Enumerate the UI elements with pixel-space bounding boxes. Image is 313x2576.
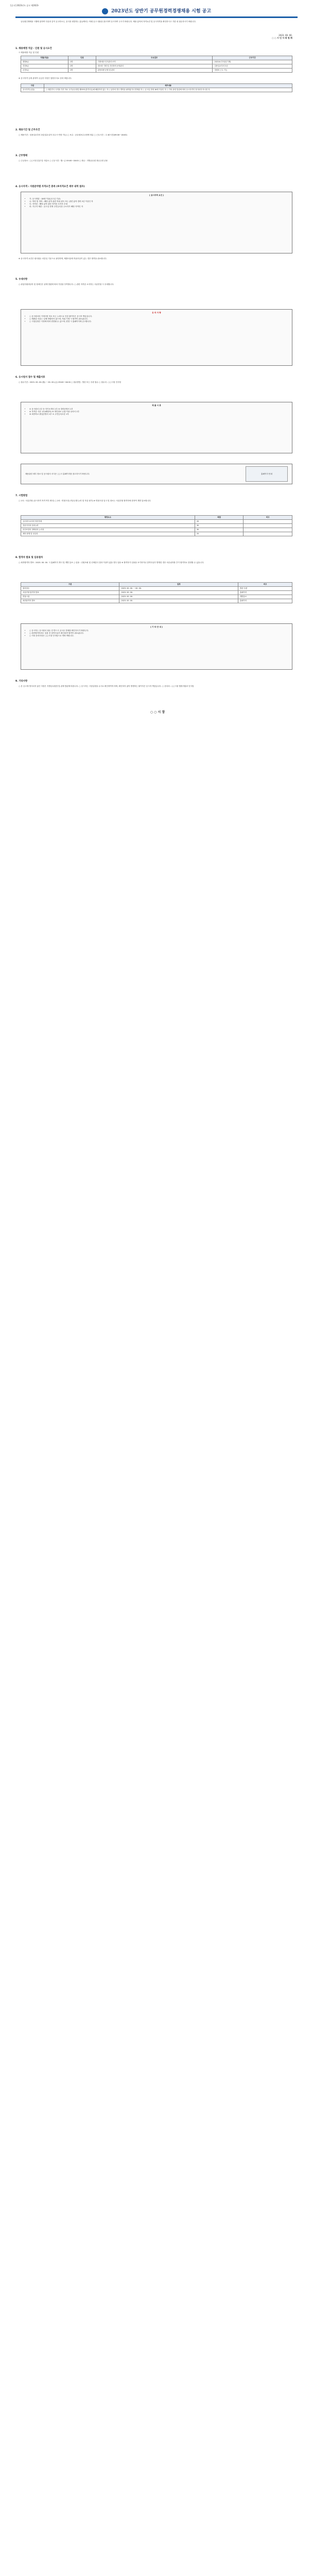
table-row: [21, 520, 292, 524]
table-row: [21, 528, 292, 532]
list-item: • ○ 응시자는 응시원서 접수 전 반드시 공고문 전체를 확인하시기 바랍니다.: [29, 630, 288, 632]
section-5-text: ○ 취업지원대상자 및 장애인은 관계 법령에 따라 가점을 부여합니다. ○ 관련 자격증 소지자는 서류전형 시 우대합니다.: [19, 283, 114, 285]
table-cell: 최종합격자 발표: [21, 599, 119, 603]
table-cell: 전산8급: [21, 64, 68, 69]
homepage-link-label: 홈페이지 안내: [261, 472, 272, 475]
list-item: • ○ 응시원서의 기재사항 착오 또는 누락으로 인한 불이익은 응시자 책임입니다.: [29, 315, 288, 318]
documents-list: [25, 408, 288, 416]
table-cell: 행정8급: [21, 60, 68, 64]
list-item: • 가. 응시연령 : 18세 이상(공고일 기준): [29, 198, 288, 200]
list-item: • ④ 자격증 사본 1부(해당자) ⑤ 개인정보 수집·이용 동의서 1부: [29, 411, 288, 413]
table-header-cell: 비고: [244, 516, 292, 520]
sign-org: ○ ○ 시 인 사 위 원 회: [272, 37, 292, 39]
qualification-box-title: [ 응시자격 요건 ]: [149, 194, 164, 196]
table-cell: 정원외 근무 가능: [213, 69, 292, 73]
table-cell: [244, 532, 292, 536]
table-row: [21, 64, 292, 69]
notice-box: [21, 309, 292, 366]
table-header-cell: 비고: [238, 583, 292, 587]
list-item: • ① 응시원서 1부 ② 자기소개서 1부 ③ 경력증명서 1부: [29, 408, 288, 411]
list-item: • ⑥ 최종학교 졸업증명서 1부 ⑦ 주민등록초본 1부: [29, 413, 288, 416]
table-cell: 예의·품행 및 성실성: [21, 532, 195, 536]
table-cell: 서류전형 합격자 발표: [21, 591, 119, 595]
qualification-box: [21, 192, 292, 253]
schedule-table: [21, 582, 292, 603]
section-9-text: ○ 본 공고에 명시되지 않은 사항은 지방공무원법 및 관계 법령에 따릅니다. ○ 응시자는 시험일정을 수시로 확인하여야 하며, 확인하지 않아 발생하는 불이익은 응시자 책임입니다. ○ 문의처 : ○○시청 행정지원과 인사팀: [19, 685, 194, 687]
table-cell: 30: [195, 528, 244, 532]
table-row: [21, 599, 292, 603]
table-cell: 방문·우편: [238, 587, 292, 591]
qualification-table: [21, 83, 292, 92]
list-item: • 다. 자격증 : 해당 분야 관련 자격증 소지자 우대: [29, 203, 288, 206]
section-6-text: ○ 접수기간 : 2023. 00. 00.(월) ~ 00. 00.(금) 09:00~18:00 ○ 접수방법 : 방문 또는 우편 접수 ○ 접수처 : ○○시청 인사팀: [19, 381, 121, 383]
table-header-cell: 근무기간: [213, 56, 292, 60]
section-9-heading: 9. 기타사항: [15, 680, 28, 683]
table-header-cell: 배점: [195, 516, 244, 520]
list-item: • 나. 학력 및 경력 : 해당 분야 관련 학위 취득 또는 관련 분야 경력 2년 이상인 자: [29, 200, 288, 203]
table-cell: 임용일로부터 2년: [213, 64, 292, 69]
table-header-cell: 구분: [21, 583, 119, 587]
section-7-text: ○ 1차 : 서류전형 (응시자격 적격 여부 확인) ○ 2차 : 면접시험 (직무수행 능력 및 자질 평가) ※ 면접시험 일시 및 장소는 서류전형 합격자에 한하여 개별 통보합니다.: [19, 500, 151, 502]
other-info-box: [21, 623, 292, 670]
table-cell: 2023. 00. 00.: [119, 599, 238, 603]
sign-date: 2023. 00. 00.: [279, 34, 292, 37]
table-cell: 공무원으로서의 정신자세: [21, 520, 195, 524]
list-item: • 라. 거주지 제한 : 공고일 현재 주민등록상 주소지가 해당 지역인 자: [29, 206, 288, 208]
table-cell: 기획예산·인사관리·조직: [96, 60, 213, 64]
table-row: [21, 60, 292, 64]
header-banner: [15, 7, 298, 15]
document-title: 2023년도 상반기 공무원경력경쟁채용 시험 공고: [111, 8, 212, 14]
table-row: [21, 595, 292, 599]
table-cell: 전문지식과 응용능력: [21, 524, 195, 528]
table-cell: 홈페이지: [238, 591, 292, 595]
homepage-banner: [21, 464, 292, 484]
list-item: • ○ 시험일정은 사정에 따라 변경될 수 있으며, 변경 시 홈페이지에 공고합니다.: [29, 320, 288, 323]
title-underline: [15, 16, 298, 18]
table-header-cell: 세부내용: [44, 84, 292, 88]
table-cell: 의사표현의 정확성과 논리성: [21, 528, 195, 532]
table-cell: 1명: [68, 69, 96, 73]
table-cell: 1명: [68, 60, 96, 64]
signature-block: [272, 34, 292, 39]
list-item: • ○ 제출된 서류는 일체 반환하지 않으며, 허위 기재 시 합격이 취소됩니다.: [29, 318, 288, 320]
section-3-heading: 3. 근무형태: [15, 155, 28, 157]
section-1-heading: 1. 채용예정 직급 · 인원 및 응시요건: [15, 47, 52, 50]
table-cell: 1명: [68, 64, 96, 69]
list-item: • ○ 최종합격자라도 임용 전 결격사유가 확인되면 합격이 취소됩니다.: [29, 632, 288, 635]
section-3-text: ○ 근무장소 : ○○시청 본관 및 사업소 ○ 근무시간 : 월~금 09:00~18:00 ○ 복무 : 지방공무원 복무규정 준용: [19, 160, 108, 162]
section-5-heading: 5. 우대사항: [15, 278, 28, 281]
table-cell: 면접시험: [21, 595, 119, 599]
table-cell: 2023.6.부터(임기제): [213, 60, 292, 64]
table-cell: 20: [195, 532, 244, 536]
notice-list: [25, 315, 288, 323]
table-cell: 응시자격 (공통): [21, 88, 44, 92]
table-row: [21, 524, 292, 528]
homepage-link[interactable]: [246, 466, 288, 482]
section-4-note: ※ 응시자격 요건은 원서접수 마감일 기준으로 판단하며, 제출서류에 허위사실이 있는 경우 합격을 취소합니다.: [19, 258, 107, 260]
section-8-text: ○ 최종합격자 발표 : 2023. 00. 00. 시 홈페이지 게시 및 개별 통보 ○ 임용 : 신원조회 및 신체검사 결과 이상이 없을 경우 임용 ※ 합격자가 임용을 포기하거나 결격사유가 발생한 경우 차순위자를 추가 합격자로 결정할 수 있습니다.: [19, 562, 204, 564]
section-8-heading: 8. 합격자 발표 및 임용절차: [15, 556, 43, 559]
notice-box-title: 유 의 사 항: [152, 312, 161, 314]
table-row: [21, 587, 292, 591]
section-2-heading: 2. 채용기간 및 근무조건: [15, 129, 40, 131]
table-cell: 홈페이지: [238, 599, 292, 603]
table-header-cell: 평정요소: [21, 516, 195, 520]
table-row: [21, 69, 292, 73]
interview-score-table: [21, 515, 292, 536]
homepage-banner-text: 채용관련 세부 정보 및 응시원서 서식은 ○○시 홈페이지를 참고하시기 바랍니다.: [25, 472, 90, 475]
intro-paragraph: 공무원인재채용 시행에 관하여 다음과 같이 공고하오니, 응시를 희망하는 분들께서는 아래 공고 내용을 참고하여 응시하여 주시기 바랍니다. 채용 분야의 자격요건 및 응시자격을 확인하시고 기한 내 접수하시기 바랍니다.: [21, 21, 196, 23]
recruit-table: [21, 56, 292, 73]
table-cell: 30: [195, 524, 244, 528]
table-cell: [244, 524, 292, 528]
table-cell: 원서접수: [21, 587, 119, 591]
qualification-list: [25, 198, 288, 208]
section-7-heading: 7. 시험방법: [15, 495, 28, 497]
table-row: [21, 532, 292, 536]
table-header-cell: 직렬(직급): [21, 56, 68, 60]
table-row: [21, 591, 292, 595]
table-header-cell: 주요업무: [96, 56, 213, 60]
table-row: [21, 88, 292, 92]
table-cell: [244, 528, 292, 532]
table-cell: ○ 대한민국 국적을 가진 자로 국가공무원법 제33조(결격사유)에 해당하지 않는 자 ○ 남자의 경우 병역을 필하였거나 면제된 자 ○ 공고일 현재 18세 이상인 자 ○ 기타 관련 법령에 따라 응시자격이 정지되지 아니한 자: [44, 88, 292, 92]
section-4-heading: 4. 응시자격 : 지원분야별 자격요건 충족 (※자격요건 세부 내역 참조): [15, 185, 85, 188]
table-cell: 운전9급: [21, 69, 68, 73]
section-6-heading: 6. 응시원서 접수 및 제출서류: [15, 376, 45, 379]
table-header-cell: 인원: [68, 56, 96, 60]
table-cell: [244, 520, 292, 524]
other-info-box-title: [ 기 타 안 내 ]: [150, 626, 163, 628]
section-1-subheading: ❍ 채용예정 직급 및 인원: [19, 52, 39, 54]
table-cell: 정보화 기획 및 전산장비 운영관리: [96, 64, 213, 69]
top-note: [공고] 2023년도 공고 제2023-: [10, 4, 39, 7]
table-header-cell: 일정: [119, 583, 238, 587]
list-item: • ○ 기타 문의사항은 ○○시청 인사팀으로 연락 바랍니다.: [29, 635, 288, 637]
section-2-text: ○ 채용기간 : 임용일로부터 2년(업무실적 우수시 연장 가능) ○ 보수 : 공무원보수규정에 따름 ○ 근무시간 : 주 40시간(09:00~18:00): [19, 134, 127, 136]
table-cell: 2023. 00. 00.: [119, 591, 238, 595]
footer-signature: ○ ○ 시 장: [150, 710, 165, 714]
other-info-list: [25, 630, 288, 637]
city-logo-icon: [102, 8, 108, 14]
recruit-table-note: ※ 응시자격 등에 관하여 궁금한 사항은 담당부서로 문의 바랍니다.: [19, 77, 72, 79]
table-cell: 관용차량 운행 및 관리: [96, 69, 213, 73]
table-cell: 20: [195, 520, 244, 524]
table-cell: 2023. 00. 00.: [119, 595, 238, 599]
documents-box-title: 제 출 서 류: [152, 404, 161, 406]
table-cell: 개별통보: [238, 595, 292, 599]
table-header-cell: 구분: [21, 84, 44, 88]
documents-box: [21, 402, 292, 453]
table-cell: 2023. 00. 00. ~ 00. 00.: [119, 587, 238, 591]
